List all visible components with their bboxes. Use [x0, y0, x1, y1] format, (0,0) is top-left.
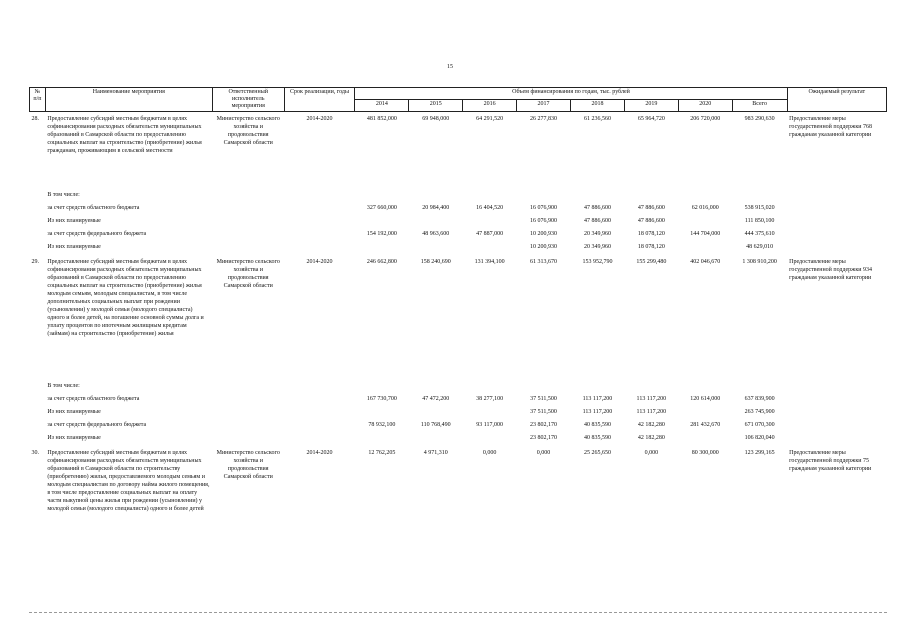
- value-year: [409, 216, 463, 229]
- value-year: 158 240,690: [420, 258, 451, 265]
- row-number-empty: [30, 407, 46, 420]
- header-year: 2018: [571, 100, 625, 112]
- empty-cell: [787, 216, 886, 229]
- table-row-subtotal: [30, 216, 887, 229]
- table-row-subtotal: [30, 394, 887, 407]
- activity-name: Предоставление субсидий местным бюджетам в целях софинансирования расходных обязательств муниципальных образований в Самарской области по строительству (приобретению) жилья, предоставляемого молодым семьям и молодым специалистам по договору найма жилого помещения, в том числе предоставление социальных выплат на оплату части выкупной цены жилья при рождении (усыновлении) у молодой семьи (молодого специалиста) одного и более детей: [47, 449, 210, 512]
- expected-result: Предоставление меры государственной поддержки 75 гражданам указанной категории: [789, 449, 872, 472]
- empty-cell: [787, 394, 886, 407]
- value-year: 61 236,560: [583, 116, 611, 122]
- value-year: 23 802,170: [530, 421, 558, 428]
- value-year: 47 887,000: [476, 230, 504, 237]
- funding-source-label: Из них планируемые: [47, 408, 101, 415]
- funding-source-label: В том числе:: [47, 191, 80, 198]
- value-year: 281 432,670: [690, 421, 721, 428]
- value-year: 10 200,930: [530, 230, 558, 237]
- responsible-executor: Министерство сельского хозяйства и продовольствия Самарской области: [216, 449, 280, 480]
- value-year: 47 886,600: [637, 204, 665, 211]
- empty-cell: [212, 216, 284, 229]
- value-year: [678, 433, 732, 446]
- value-year: [624, 190, 678, 203]
- empty-cell: [284, 190, 355, 203]
- value-year: 40 835,590: [583, 434, 611, 441]
- value-year: 47 472,200: [422, 395, 450, 402]
- value-year: [571, 381, 625, 394]
- row-number-empty: [30, 216, 46, 229]
- header-responsible: Ответственный исполнитель мероприятия: [212, 88, 284, 112]
- value-year: 93 117,000: [476, 421, 504, 428]
- expected-result: Предоставление меры государственной поддержки 934 гражданам указанной категории: [789, 258, 872, 281]
- table-row-activity: [30, 446, 887, 556]
- value-year: 167 730,700: [366, 395, 397, 402]
- empty-cell: [284, 433, 355, 446]
- empty-cell: [787, 242, 886, 255]
- value-year: 26 277,830: [530, 116, 558, 122]
- value-year: [463, 216, 517, 229]
- value-year: 18 078,120: [637, 230, 665, 237]
- empty-cell: [787, 203, 886, 216]
- value-total: 671 070,300: [744, 421, 775, 428]
- value-year: 42 182,280: [637, 421, 665, 428]
- empty-cell: [212, 190, 284, 203]
- row-number-empty: [30, 203, 46, 216]
- funding-source-label: за счет средств федерального бюджета: [47, 421, 147, 428]
- value-year: [355, 433, 409, 446]
- header-year: 2016: [463, 100, 517, 112]
- value-year: 62 016,000: [691, 204, 719, 211]
- row-number-empty: [30, 381, 46, 394]
- value-year: 0,000: [644, 449, 659, 456]
- value-total: 637 839,900: [744, 395, 775, 402]
- empty-cell: [787, 229, 886, 242]
- row-number-empty: [30, 190, 46, 203]
- responsible-executor: Министерство сельского хозяйства и продовольствия Самарской области: [216, 116, 280, 146]
- value-year: 48 963,600: [422, 230, 450, 237]
- value-year: [624, 381, 678, 394]
- empty-cell: [787, 190, 886, 203]
- value-total: 1 308 910,200: [742, 258, 777, 265]
- value-year: [463, 381, 517, 394]
- table-row-subtotal: [30, 407, 887, 420]
- empty-cell: [212, 242, 284, 255]
- value-year: 110 768,490: [420, 421, 451, 428]
- value-year: 61 313,670: [530, 258, 558, 265]
- table-row-subtotal: [30, 190, 887, 203]
- value-year: 113 117,200: [636, 395, 667, 402]
- implementation-term: 2014-2020: [306, 449, 333, 456]
- value-year: 113 117,200: [582, 408, 613, 415]
- value-year: 154 192,000: [366, 230, 397, 237]
- value-year: [463, 433, 517, 446]
- empty-cell: [284, 420, 355, 433]
- table-row-activity: [30, 112, 887, 190]
- value-year: 0,000: [536, 449, 551, 456]
- value-year: 69 948,000: [422, 116, 450, 122]
- value-total: 444 375,610: [744, 230, 775, 237]
- value-year: 402 046,670: [690, 258, 721, 265]
- table-row-subtotal: [30, 242, 887, 255]
- empty-cell: [284, 407, 355, 420]
- row-number: 30.: [31, 449, 39, 456]
- header-no: № п/п: [30, 88, 46, 112]
- value-year: [517, 190, 571, 203]
- empty-cell: [284, 394, 355, 407]
- value-year: [678, 407, 732, 420]
- page-number: 15: [447, 64, 453, 70]
- value-year: 18 078,120: [637, 243, 665, 250]
- value-year: 327 660,000: [366, 204, 397, 211]
- value-year: [678, 216, 732, 229]
- empty-cell: [212, 407, 284, 420]
- value-total: 106 820,040: [744, 434, 775, 441]
- funding-source-label: Из них планируемые: [47, 217, 101, 224]
- value-year: [678, 242, 732, 255]
- value-year: [678, 190, 732, 203]
- value-total: 263 745,900: [744, 408, 775, 415]
- funding-source-label: за счет средств федерального бюджета: [47, 230, 147, 237]
- value-year: 38 277,100: [476, 395, 504, 402]
- value-year: 113 117,200: [582, 395, 613, 402]
- value-year: 78 932,100: [368, 421, 396, 428]
- value-year: 153 952,790: [582, 258, 613, 265]
- value-year: [355, 381, 409, 394]
- value-year: 16 076,900: [530, 217, 558, 224]
- empty-cell: [212, 203, 284, 216]
- value-year: [409, 433, 463, 446]
- empty-cell: [284, 216, 355, 229]
- value-year: 20 349,960: [583, 243, 611, 250]
- value-year: 0,000: [482, 449, 497, 456]
- header-year: 2019: [624, 100, 678, 112]
- row-number-empty: [30, 229, 46, 242]
- empty-cell: [284, 203, 355, 216]
- empty-cell: [212, 381, 284, 394]
- value-year: 246 662,800: [366, 258, 397, 265]
- value-year: 144 704,000: [690, 230, 721, 237]
- table-row-subtotal: [30, 420, 887, 433]
- value-year: 23 802,170: [530, 434, 558, 441]
- value-year: 113 117,200: [636, 408, 667, 415]
- header-term: Срок реализации, годы: [284, 88, 355, 112]
- value-year: [463, 242, 517, 255]
- activity-name: Предоставление субсидий местным бюджетам в целях софинансирования расходных обязательств муниципальных образований в Самарской области по предоставлению социальных выплат на строительство (приобретение) жилья молодым семьям, молодым специалистам, в том числе дополнительных социальных выплат при рождении (усыновлении) у молодой семьи (молодого специалиста) одного и более детей, на погашение основной суммы долга и уплату процентов по ипотечным жилищным кредитам (займам) на строительство (приобретение) жилья: [47, 258, 204, 337]
- row-number: 29.: [31, 258, 39, 265]
- implementation-term: 2014-2020: [306, 116, 333, 122]
- value-year: 10 200,930: [530, 243, 558, 250]
- activity-name: Предоставление субсидий местным бюджетам в целях софинансирования расходных обязательств муниципальных образований в Самарской области по предоставлению социальных выплат на строительство (приобретение) жилья гражданам, проживающим в сельской местности: [47, 116, 202, 154]
- empty-cell: [787, 407, 886, 420]
- value-year: [355, 190, 409, 203]
- header-result: Ожидаемый результат: [787, 88, 886, 112]
- value-total: 983 290,630: [744, 116, 775, 122]
- value-year: 20 349,960: [583, 230, 611, 237]
- row-number-empty: [30, 420, 46, 433]
- funding-source-label: Из них планируемые: [47, 243, 101, 250]
- value-year: [409, 242, 463, 255]
- value-year: [678, 381, 732, 394]
- header-funding: Объем финансирования по годам, тыс. рублей: [355, 88, 787, 100]
- value-year: 37 511,500: [530, 395, 557, 402]
- value-year: 47 886,600: [583, 204, 611, 211]
- funding-source-label: за счет средств областного бюджета: [47, 395, 140, 402]
- empty-cell: [212, 420, 284, 433]
- value-year: 155 299,480: [636, 258, 667, 265]
- value-year: [355, 407, 409, 420]
- table-row-subtotal: [30, 433, 887, 446]
- value-year: [571, 190, 625, 203]
- header-row: [30, 88, 887, 100]
- header-name: Наименование мероприятия: [45, 88, 212, 112]
- value-year: [355, 242, 409, 255]
- value-year: 12 762,205: [368, 449, 396, 456]
- value-year: 16 404,520: [476, 204, 504, 211]
- value-year: 80 300,000: [691, 449, 719, 456]
- value-year: 120 614,000: [690, 395, 721, 402]
- empty-cell: [787, 381, 886, 394]
- header-total: Всего: [732, 100, 787, 112]
- empty-cell: [787, 433, 886, 446]
- implementation-term: 2014-2020: [306, 258, 333, 265]
- value-total: [732, 381, 787, 394]
- header-year: 2017: [517, 100, 571, 112]
- empty-cell: [284, 381, 355, 394]
- value-year: 42 182,280: [637, 434, 665, 441]
- value-year: 47 886,600: [637, 217, 665, 224]
- value-year: 65 964,720: [637, 116, 665, 122]
- value-year: 37 511,500: [530, 408, 557, 415]
- table-row-subtotal: [30, 229, 887, 242]
- value-year: [463, 190, 517, 203]
- responsible-executor: Министерство сельского хозяйства и продовольствия Самарской области: [216, 258, 280, 289]
- table-row-subtotal: [30, 203, 887, 216]
- value-total: 111 850,100: [744, 217, 775, 224]
- empty-cell: [212, 229, 284, 242]
- funding-source-label: Из них планируемые: [47, 434, 101, 441]
- row-number-empty: [30, 433, 46, 446]
- empty-cell: [212, 394, 284, 407]
- value-year: 481 852,000: [366, 116, 397, 122]
- funding-source-label: за счет средств областного бюджета: [47, 204, 140, 211]
- table-row-subtotal: [30, 381, 887, 394]
- expected-result: Предоставление меры государственной поддержки 768 гражданам указанной категории: [789, 116, 872, 138]
- value-total: [732, 190, 787, 203]
- value-year: 16 076,900: [530, 204, 558, 211]
- header-year: 2020: [678, 100, 732, 112]
- value-year: 131 394,100: [474, 258, 505, 265]
- value-year: 20 984,400: [422, 204, 450, 211]
- value-year: [517, 381, 571, 394]
- value-year: 64 291,520: [476, 116, 504, 122]
- header-year: 2014: [355, 100, 409, 112]
- empty-cell: [284, 242, 355, 255]
- value-year: 25 265,650: [583, 449, 611, 456]
- value-year: [409, 381, 463, 394]
- row-number-empty: [30, 394, 46, 407]
- funding-table: [29, 87, 887, 556]
- empty-cell: [284, 229, 355, 242]
- value-year: 4 971,310: [423, 449, 448, 456]
- row-number-empty: [30, 242, 46, 255]
- value-year: [463, 407, 517, 420]
- row-number: 28.: [31, 116, 39, 122]
- value-total: 538 915,020: [744, 204, 775, 211]
- table-row-activity: [30, 255, 887, 381]
- value-year: 40 835,590: [583, 421, 611, 428]
- empty-cell: [787, 420, 886, 433]
- value-year: 47 886,600: [583, 217, 611, 224]
- value-year: [409, 190, 463, 203]
- value-year: [409, 407, 463, 420]
- header-year: 2015: [409, 100, 463, 112]
- funding-source-label: В том числе:: [47, 382, 80, 389]
- page-bottom-rule: [29, 612, 887, 613]
- value-total: 48 629,010: [746, 243, 774, 250]
- value-total: 123 299,165: [744, 449, 775, 456]
- value-year: [355, 216, 409, 229]
- empty-cell: [212, 433, 284, 446]
- value-year: 206 720,000: [690, 116, 721, 122]
